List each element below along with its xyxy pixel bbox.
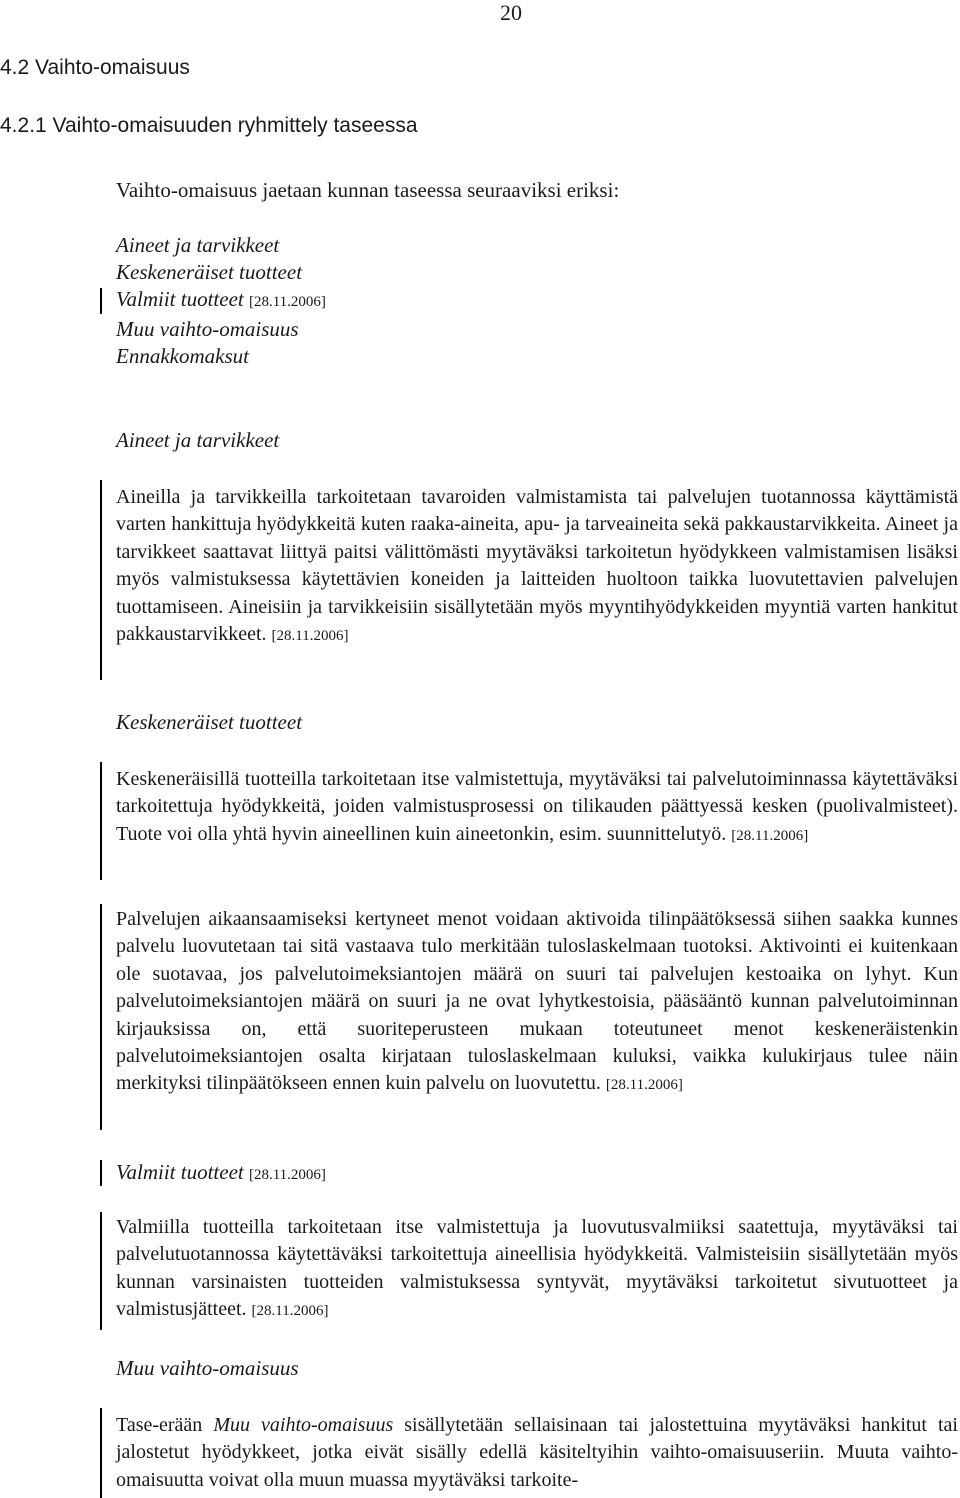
amendment-date: [28.11.2006] bbox=[731, 827, 809, 844]
change-bar bbox=[100, 1160, 102, 1186]
page-number: 20 bbox=[500, 0, 522, 25]
change-bar bbox=[100, 904, 102, 1130]
list-item: Keskeneräiset tuotteet bbox=[116, 260, 303, 284]
muu-body-pre: Tase-erään bbox=[116, 1414, 214, 1436]
amendment-date: [28.11.2006] bbox=[248, 294, 326, 310]
list-item bbox=[116, 286, 326, 316]
section-heading: 4.2 Vaihto-omaisuus bbox=[0, 56, 190, 79]
keskeneraiset-body-1: Keskeneräisillä tuotteilla tarkoitetaan itse valmistettuja, myytäväksi tai palvelutoiminnassa käytettäväksi tarkoitettuja hyödykkeitä, joiden valmistusprosessi on tilikauden päättyessä kesken (puolivalmisteet). Tuote voi olla yhtä hyvin aineellinen kuin aineetonkin, esim. suunnittelutyö. bbox=[116, 768, 958, 845]
keskeneraiset-paragraph-2 bbox=[116, 906, 958, 1100]
list-item: Ennakkomaksut bbox=[116, 344, 249, 368]
keskeneraiset-paragraph-1 bbox=[116, 766, 958, 850]
amendment-date: [28.11.2006] bbox=[251, 1303, 329, 1320]
list-item: Muu vaihto-omaisuus bbox=[116, 317, 299, 341]
change-bar bbox=[100, 480, 102, 680]
list-item: Aineet ja tarvikkeet bbox=[116, 233, 280, 257]
muu-heading: Muu vaihto-omaisuus bbox=[116, 1356, 299, 1380]
valmiit-body: Valmiilla tuotteilla tarkoitetaan itse valmistettuja ja luovutusvalmiiksi saatettuja, myytäväksi tai palvelutuotannossa käytettäväksi tarkoitettuja aineellisia hyödykkeitä. Valmisteisiin sisällytetään myös kunnan varsinaisten tuotteiden valmistuksessa syntyvät, myytäväksi tarkoitetut sivutuotteet ja valmistusjätteet. bbox=[116, 1216, 958, 1321]
keskeneraiset-body-2: Palvelujen aikaansaamiseksi kertyneet menot voidaan aktivoida tilinpäätöksessä siihen saakka kunnes palvelu luovutetaan tai sitä vastaava tulo merkitään tuloslaskelmaan tuotoksi. Aktivointi ei kuitenkaan ole suotavaa, jos palvelutoimeksiantojen määrä on suuri tai palvelujen kestoaika on lyhyt. Kun palvelutoimeksiantojen määrä on suuri ja ne ovat lyhytkestoisia, pääsääntö kunnan palvelutoiminnan kirjauksissa on, että suoriteperusteen mukaan toteutuneet menot keskeneräistenkin palvelutoimeksiantojen osalta kirjataan tuloslaskelmaan kuluksi, vaikka kulukirjaus tulee näin merkityksi tilinpäätökseen ennen kuin palvelu on luovutettu. bbox=[116, 908, 958, 1095]
valmiit-heading-row bbox=[116, 1160, 326, 1185]
aineet-heading: Aineet ja tarvikkeet bbox=[116, 428, 280, 452]
change-bar bbox=[100, 1212, 102, 1330]
muu-body-post: sisällytetään sellaisinaan tai jalostettuina myytäväksi hankitut tai jalostetut hyödykkeet, jotka eivät sisälly edellä käsiteltyihin vaihto-omaisuuseriin. Muuta vaihto-omaisuutta voivat olla muun muassa myytäväksi tarkoite- bbox=[116, 1414, 958, 1491]
list-item-label: Valmiit tuotteet bbox=[116, 287, 244, 311]
amendment-date: [28.11.2006] bbox=[605, 1077, 683, 1094]
amendment-date: [28.11.2006] bbox=[271, 628, 349, 645]
change-bar bbox=[100, 762, 102, 880]
aineet-body: Aineilla ja tarvikkeilla tarkoitetaan tavaroiden valmistamista tai palvelujen tuotannossa käyttämistä varten hankittuja hyödykkeitä kuten raaka-aineita, apu- ja tarveaineita sekä pakkaustarvikkeita. Aineet ja tarvikkeet saattavat liittyä paitsi välittömästi myytäväksi tarkoitetun hyödykkeen valmistamisen lisäksi myös valmistuksessa käytettävien koneiden ja laitteiden huoltoon taikka luovutettavien palvelujen tuottamiseen. Aineisiin ja tarvikkeisiin sisällytetään myös myyntihyödykkeiden myyntiä varten hankitut pakkaustarvikkeet. bbox=[116, 486, 958, 646]
change-bar bbox=[100, 288, 102, 314]
amendment-date: [28.11.2006] bbox=[248, 1167, 326, 1183]
intro-text: Vaihto-omaisuus jaetaan kunnan taseessa seuraaviksi eriksi: bbox=[116, 178, 620, 202]
category-list bbox=[116, 232, 326, 370]
subsection-heading: 4.2.1 Vaihto-omaisuuden ryhmittely taseessa bbox=[0, 114, 418, 137]
keskeneraiset-heading: Keskeneräiset tuotteet bbox=[116, 710, 303, 734]
aineet-paragraph bbox=[116, 484, 958, 650]
muu-paragraph bbox=[116, 1412, 958, 1494]
muu-body-italic: Muu vaihto-omaisuus bbox=[213, 1414, 394, 1436]
change-bar bbox=[100, 1408, 102, 1498]
valmiit-heading: Valmiit tuotteet bbox=[116, 1160, 244, 1184]
valmiit-paragraph bbox=[116, 1214, 958, 1326]
